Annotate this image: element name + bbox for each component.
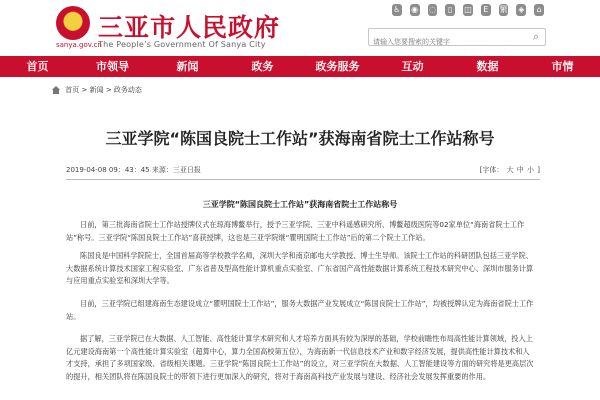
home-icon[interactable]: ⌂ — [534, 4, 544, 16]
nav-item-government[interactable]: 政务 — [251, 60, 274, 73]
nav-item-interaction[interactable]: 互动 — [401, 60, 424, 73]
search-icon[interactable]: ⌕ — [532, 30, 540, 43]
star-icon: ★ — [67, 14, 79, 28]
app-icon[interactable]: ◫ — [464, 5, 472, 14]
site-title[interactable]: 三亚市人民政府 — [98, 13, 281, 42]
breadcrumb-news[interactable]: 新闻 — [89, 86, 104, 94]
nav-item-government-services[interactable]: 政务服务 — [315, 60, 360, 73]
article-paragraph: 据了解，三亚学院已在大数据、人工智能、高性能计算学术研究和人才培养方面具有较为深厚的基础，学校前瞻性布局高性能计算领域，投入上亿元建设海南第一个高性能计算实验室（超算中心，算力全国高校第五位），为海南新一代信息技术产业和数字经济发展，提供高性能计算技术和人才支持，承担了多项国家级、省级相关课题。三亚学院“陈国良院士工作站”的设立，对三亚学院在大数据、人工智能建设等方面的研究将是更高层次的提升，相关团队将在陈国良院士的带领下进行更加深入的研究，将对于海南高科技产业发展与建设、经济社会发展发挥重要的作用。 — [66, 334, 534, 381]
article-paragraph: 日前，第三批海南省院士工作站授牌仪式在琼海博鳌举行，授予三亚学院、三亚中科遥感研究所、博鳌超级医院等02家单位“海南省院士工作站”称号。三亚学院“陈国良院士工作站”喜获授牌，这也是三亚学院继“瞿明国院士工作站”后的第二个院士工作站。 — [66, 220, 525, 242]
home-icon — [52, 86, 60, 94]
english-icon[interactable]: E — [481, 4, 491, 16]
nav-item-city-info[interactable]: 市情 — [551, 60, 574, 73]
site-subtitle: The People’s Government Of Sanya City — [98, 40, 266, 49]
weibo-icon[interactable]: ◉ — [411, 5, 419, 14]
article-subtitle: 三亚学院“陈国良院士工作站”获海南省院士工作站称号 — [202, 200, 398, 209]
mobile-icon[interactable]: ▯ — [445, 4, 455, 16]
article-paragraph: 陈国良是中国科学院院士，全国首届高等学校教学名师，深圳大学和南京邮电大学教授、博士生导师。该院士工作站的科研团队包括三亚学院、大数据系统计算技术国家工程实验室、广东省普及型高性能计算机重点实验室、广东省国产高性能数据计算系统工程技术研究中心、深圳市服务计算与应用重点实验室和深圳大学等。 — [66, 251, 534, 286]
national-emblem-icon[interactable] — [56, 6, 90, 40]
wechat-icon[interactable]: ◌ — [428, 5, 436, 14]
site-header — [0, 0, 600, 56]
font-size-medium[interactable]: 中 — [516, 166, 524, 174]
font-size-large[interactable]: 大 — [506, 166, 514, 174]
nav-item-home[interactable]: 首页 — [26, 60, 49, 73]
font-size-end: ] — [537, 166, 540, 174]
traditional-chinese-icon[interactable]: 繁 — [499, 5, 508, 14]
accessibility-icon[interactable]: ♿ — [393, 5, 401, 14]
breadcrumb-separator: > — [81, 86, 88, 94]
font-size-label: [字体： — [479, 166, 504, 174]
main-nav — [0, 56, 600, 77]
article-content — [52, 102, 548, 400]
divider — [66, 179, 540, 180]
breadcrumb — [52, 85, 142, 95]
breadcrumb-current[interactable]: 政务动态 — [113, 86, 142, 94]
search-input[interactable] — [369, 34, 523, 50]
article-meta — [66, 165, 201, 175]
nav-item-news[interactable]: 新闻 — [176, 60, 199, 73]
breadcrumb-separator: > — [105, 86, 112, 94]
nav-item-data[interactable]: 数据 — [476, 60, 499, 73]
nav-item-city-leaders[interactable]: 市领导 — [96, 60, 129, 73]
search-box — [368, 28, 546, 46]
top-icon-bar — [392, 4, 544, 22]
article-date: 2019-04-08 09：43：45 — [66, 166, 150, 174]
font-size-small[interactable]: 小 — [527, 166, 535, 174]
breadcrumb-home[interactable]: 首页 — [65, 86, 80, 94]
font-size-control — [479, 165, 540, 175]
article-source: 来源：三亚日报 — [151, 166, 201, 174]
rss-icon[interactable]: ◈ — [518, 5, 525, 14]
site-url: sanya.gov.cn — [56, 41, 102, 49]
article-paragraph: 目前，三亚学院已组建海南生态建设成立“瞿明国院士工作站”，服务大数据产业发展成立“陈国良院士工作站”，均被授牌认定为海南省院士工作站。 — [66, 299, 534, 321]
article-title: 三亚学院“陈国良院士工作站”获海南省院士工作站称号 — [105, 129, 495, 148]
